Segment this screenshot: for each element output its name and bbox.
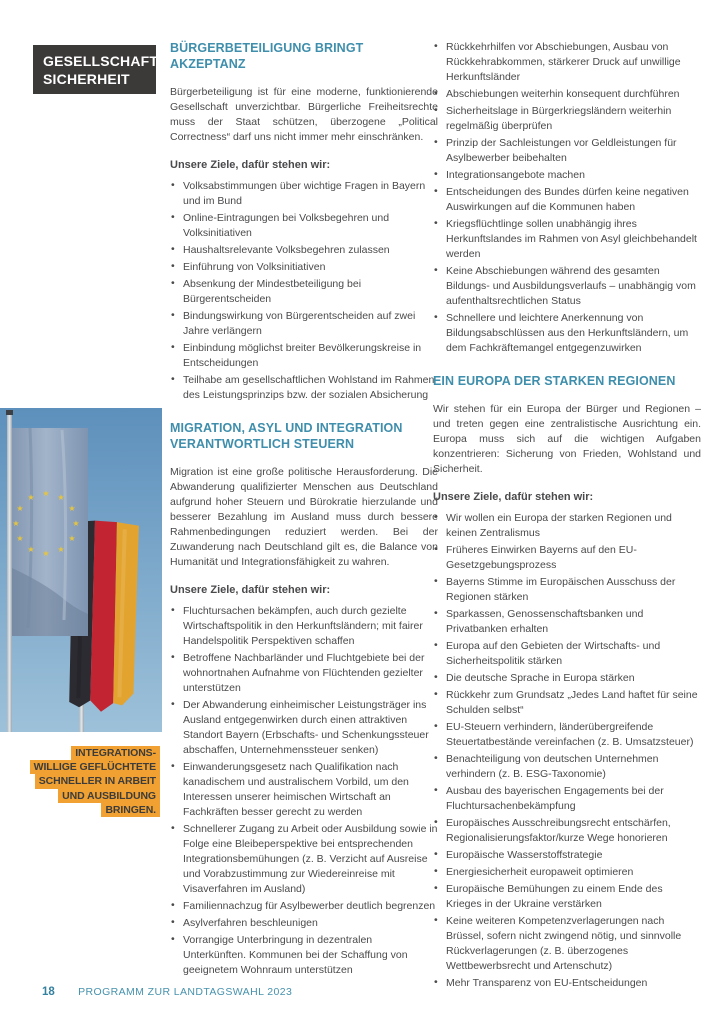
goal-item: • Rückkehrhilfen vor Abschiebungen, Ausbau von Rückkehrabkommen, stärkerer Druck auf unwillige Herkunftsländer [433, 40, 701, 85]
goal-item: • Integrationsangebote machen [433, 168, 701, 183]
callout-line [26, 760, 160, 774]
goal-item: • Keine Abschiebungen während des gesamten Bildungs- und Ausbildungsverlaufs – unabhängig vom aufenthaltsrechtlichen Status [433, 264, 701, 309]
svg-text:★: ★ [72, 519, 80, 528]
goal-item: • Sicherheitslage in Bürgerkriegsländern weiterhin regelmäßig überprüfen [433, 104, 701, 134]
footer-document-title: PROGRAMM ZUR LANDTAGSWAHL 2023 [78, 986, 293, 998]
callout-line [26, 803, 160, 817]
page-footer [42, 986, 292, 998]
goal-item: • Haushaltsrelevante Volksbegehren zulassen [170, 243, 438, 258]
goal-item: • Fluchtursachen bekämpfen, auch durch gezielte Wirtschaftspolitik in den Herkunftsländern; mit fairer Handelspolitik Perspektiven schaffen [170, 604, 438, 649]
goal-item: • Europäische Bemühungen zu einem Ende des Krieges in der Ukraine verstärken [433, 882, 701, 912]
section-title-buergerbeteiligung: BÜRGERBETEILIGUNG BRINGT AKZEPTANZ [170, 41, 364, 71]
svg-text:★: ★ [12, 519, 20, 528]
goal-item: • Europäische Wasserstoffstrategie [433, 848, 701, 863]
right-column [433, 40, 701, 1006]
goal-item: • Familiennachzug für Asylbewerber deutlich begrenzen [170, 899, 438, 914]
goals-label: Unsere Ziele, dafür stehen wir: [170, 584, 331, 596]
section-title-migration: MIGRATION, ASYL UND INTEGRATION VERANTWORTLICH STEUERN [170, 421, 403, 451]
callout-line [26, 774, 160, 788]
goal-item: • Benachteiligung von deutschen Unternehmen verhindern (z. B. ESG-Taxonomie) [433, 752, 701, 782]
goal-item: • Volksabstimmungen über wichtige Fragen in Bayern und im Bund [170, 179, 438, 209]
goal-item: • EU-Steuern verhindern, länderübergreifende Steuertatbestände vereinfachen (z. B. Umsatzsteuer) [433, 720, 701, 750]
goal-item: • Vorrangige Unterbringung in dezentralen Unterkünften. Kommunen bei der Schaffung von geeignetem Wohnraum unterstützen [170, 933, 438, 978]
svg-text:★: ★ [42, 549, 50, 558]
callout-text: INTEGRATIONS- [71, 746, 160, 760]
flag-pole-left-finial [6, 410, 13, 415]
goal-item: • Einbindung möglichst breiter Bevölkerungskreise in Entscheidungen [170, 341, 438, 371]
svg-text:★: ★ [42, 489, 50, 498]
goal-item: • Ausbau des bayerischen Engagements bei der Fluchtursachenbekämpfung [433, 784, 701, 814]
goals-label: Unsere Ziele, dafür stehen wir: [433, 491, 594, 503]
goal-item: • Einwanderungsgesetz nach Qualifikation nach kanadischem und australischem Vorbild, um den Interessen unserer heimischen Wirtschaft an Fachkräften besser gerecht zu werden [170, 760, 438, 820]
goal-item: • Keine weiteren Kompetenzverlagerungen nach Brüssel, sofern nicht zwingend nötig, und sinnvolle Rückverlagerungen (z. B. überzogenes Wettbewerbsrecht und Artenschutz) [433, 914, 701, 974]
goal-item: • Mehr Transparenz von EU-Entscheidungen [433, 976, 701, 991]
goal-item: • Energiesicherheit europaweit optimieren [433, 865, 701, 880]
goal-item: • Wir wollen ein Europa der starken Regionen und keinen Zentralismus [433, 511, 701, 541]
goal-item: • Früheres Einwirken Bayerns auf den EU-Gesetzgebungsprozess [433, 543, 701, 573]
svg-text:★: ★ [57, 493, 65, 502]
goal-item: • Die deutsche Sprache in Europa stärken [433, 671, 701, 686]
svg-text:★: ★ [68, 504, 76, 513]
callout-line [26, 789, 160, 803]
section-intro-europa: Wir stehen für ein Europa der Bürger und Regionen – und treten gegen eine zentralistische Ausrichtung ein. Europa muss sich auf die wichtigen Aufgaben konzentrieren: Sicherung von Frieden, Wohlstand und Sicherheit. [433, 403, 701, 475]
goal-item: • Europa auf den Gebieten der Wirtschafts- und Sicherheitspolitik stärken [433, 639, 701, 669]
goal-item: • Schnellere und leichtere Anerkennung von Bildungsabschlüssen aus den Herkunftsländern, um dem Fachkräftemangel entgegenzuwirken [433, 311, 701, 356]
goals-list-migration-part2 [433, 40, 701, 356]
svg-text:★: ★ [16, 534, 24, 543]
callout-line [26, 746, 160, 760]
goal-item: • Abschiebungen weiterhin konsequent durchführen [433, 87, 701, 102]
eu-flag [12, 428, 88, 636]
goal-item: • Betroffene Nachbarländer und Fluchtgebiete bei der wohnortnahen Aufnahme von Flüchtenden gezielter unterstützen [170, 651, 438, 696]
left-column [170, 40, 438, 993]
goal-item: • Entscheidungen des Bundes dürfen keine negativen Auswirkungen auf die Kommunen haben [433, 185, 701, 215]
svg-text:★: ★ [27, 493, 35, 502]
goals-list-migration-part1 [170, 604, 438, 978]
goal-item: • Einführung von Volksinitiativen [170, 260, 438, 275]
goals-list-europa [433, 511, 701, 991]
category-label-line1: GESELLSCHAFT/ [43, 53, 163, 69]
goal-item: • Kriegsflüchtlinge sollen unabhängig ihres Herkunftslandes im Rahmen von Asyl gleichbehandelt werden [433, 217, 701, 262]
flags-photo-graphic [0, 408, 162, 732]
goal-item: • Teilhabe am gesellschaftlichen Wohlstand im Rahmen des Leistungsprinzips bzw. der sozialen Absicherung [170, 373, 438, 403]
goal-item: • Sparkassen, Genossenschaftsbanken und Privatbanken erhalten [433, 607, 701, 637]
goal-item: • Prinzip der Sachleistungen vor Geldleistungen für Asylbewerber beibehalten [433, 136, 701, 166]
callout-box [26, 746, 160, 817]
category-label-box [33, 45, 163, 94]
goal-item: • Bindungswirkung von Bürgerentscheiden auf zwei Jahre verlängern [170, 309, 438, 339]
svg-text:★: ★ [68, 534, 76, 543]
callout-text: UND AUSBILDUNG [58, 789, 160, 803]
goal-item: • Online-Eintragungen bei Volksbegehren und Volksinitiativen [170, 211, 438, 241]
goal-item: • Absenkung der Mindestbeteiligung bei Bürgerentscheiden [170, 277, 438, 307]
callout-text: BRINGEN. [101, 803, 160, 817]
svg-text:★: ★ [27, 545, 35, 554]
flags-photo [0, 408, 162, 732]
svg-text:★: ★ [57, 545, 65, 554]
goals-label: Unsere Ziele, dafür stehen wir: [170, 159, 331, 171]
goal-item: • Bayerns Stimme im Europäischen Ausschuss der Regionen stärken [433, 575, 701, 605]
goal-item: • Europäisches Ausschreibungsrecht entschärfen, Regionalisierungsfaktor/kurze Wege honorieren [433, 816, 701, 846]
section-intro-migration: Migration ist eine große politische Herausforderung. Die Abwanderung qualifizierter Menschen aus Deutschland aufgrund hoher Steuern und Bürokratie hierzulande und besserer Bezahlung im Ausland muss durch bessere Rahmenbedingungen reduziert werden. Bei der Zuwanderung nach Deutschland gilt es, die Balance von Humanität und Integrationsfähigkeit zu wahren. [170, 466, 438, 568]
goal-item: • Rückkehr zum Grundsatz „Jedes Land haftet für seine Schulden selbst“ [433, 688, 701, 718]
callout-text: SCHNELLER IN ARBEIT [35, 774, 160, 788]
goal-item: • Schnellerer Zugang zu Arbeit oder Ausbildung sowie in Folge eine Bleibeperspektive bei entsprechenden Integrationsbemühungen (z. B. Verzicht auf Ausreise und Vorabzustimmung zur Wiedereinreise mit Visaverfahren im Ausland) [170, 822, 438, 897]
goal-item: • Asylverfahren beschleunigen [170, 916, 438, 931]
callout-text: WILLIGE GEFLÜCHTETE [30, 760, 160, 774]
svg-text:★: ★ [16, 504, 24, 513]
page-number: 18 [42, 986, 55, 998]
goal-item: • Der Abwanderung einheimischer Leistungsträger ins Ausland entgegenwirken durch einen attraktiven Standort Bayern (Erbschafts- und Schenkungssteuer abschaffen, Unternehmenssteuer senken) [170, 698, 438, 758]
category-label-line2: SICHERHEIT [43, 71, 130, 87]
goals-list-buergerbeteiligung [170, 179, 438, 403]
flag-pole-left [7, 412, 12, 732]
section-title-europa: EIN EUROPA DER STARKEN REGIONEN [433, 374, 676, 388]
section-intro-buergerbeteiligung: Bürgerbeteiligung ist für eine moderne, funktionierende Gesellschaft unverzichtbar. Bürgerliche Freiheitsrechte muss der Staat schützen, überzogene „Political Correctness“ darf uns nicht immer mehr einschränken. [170, 86, 438, 143]
